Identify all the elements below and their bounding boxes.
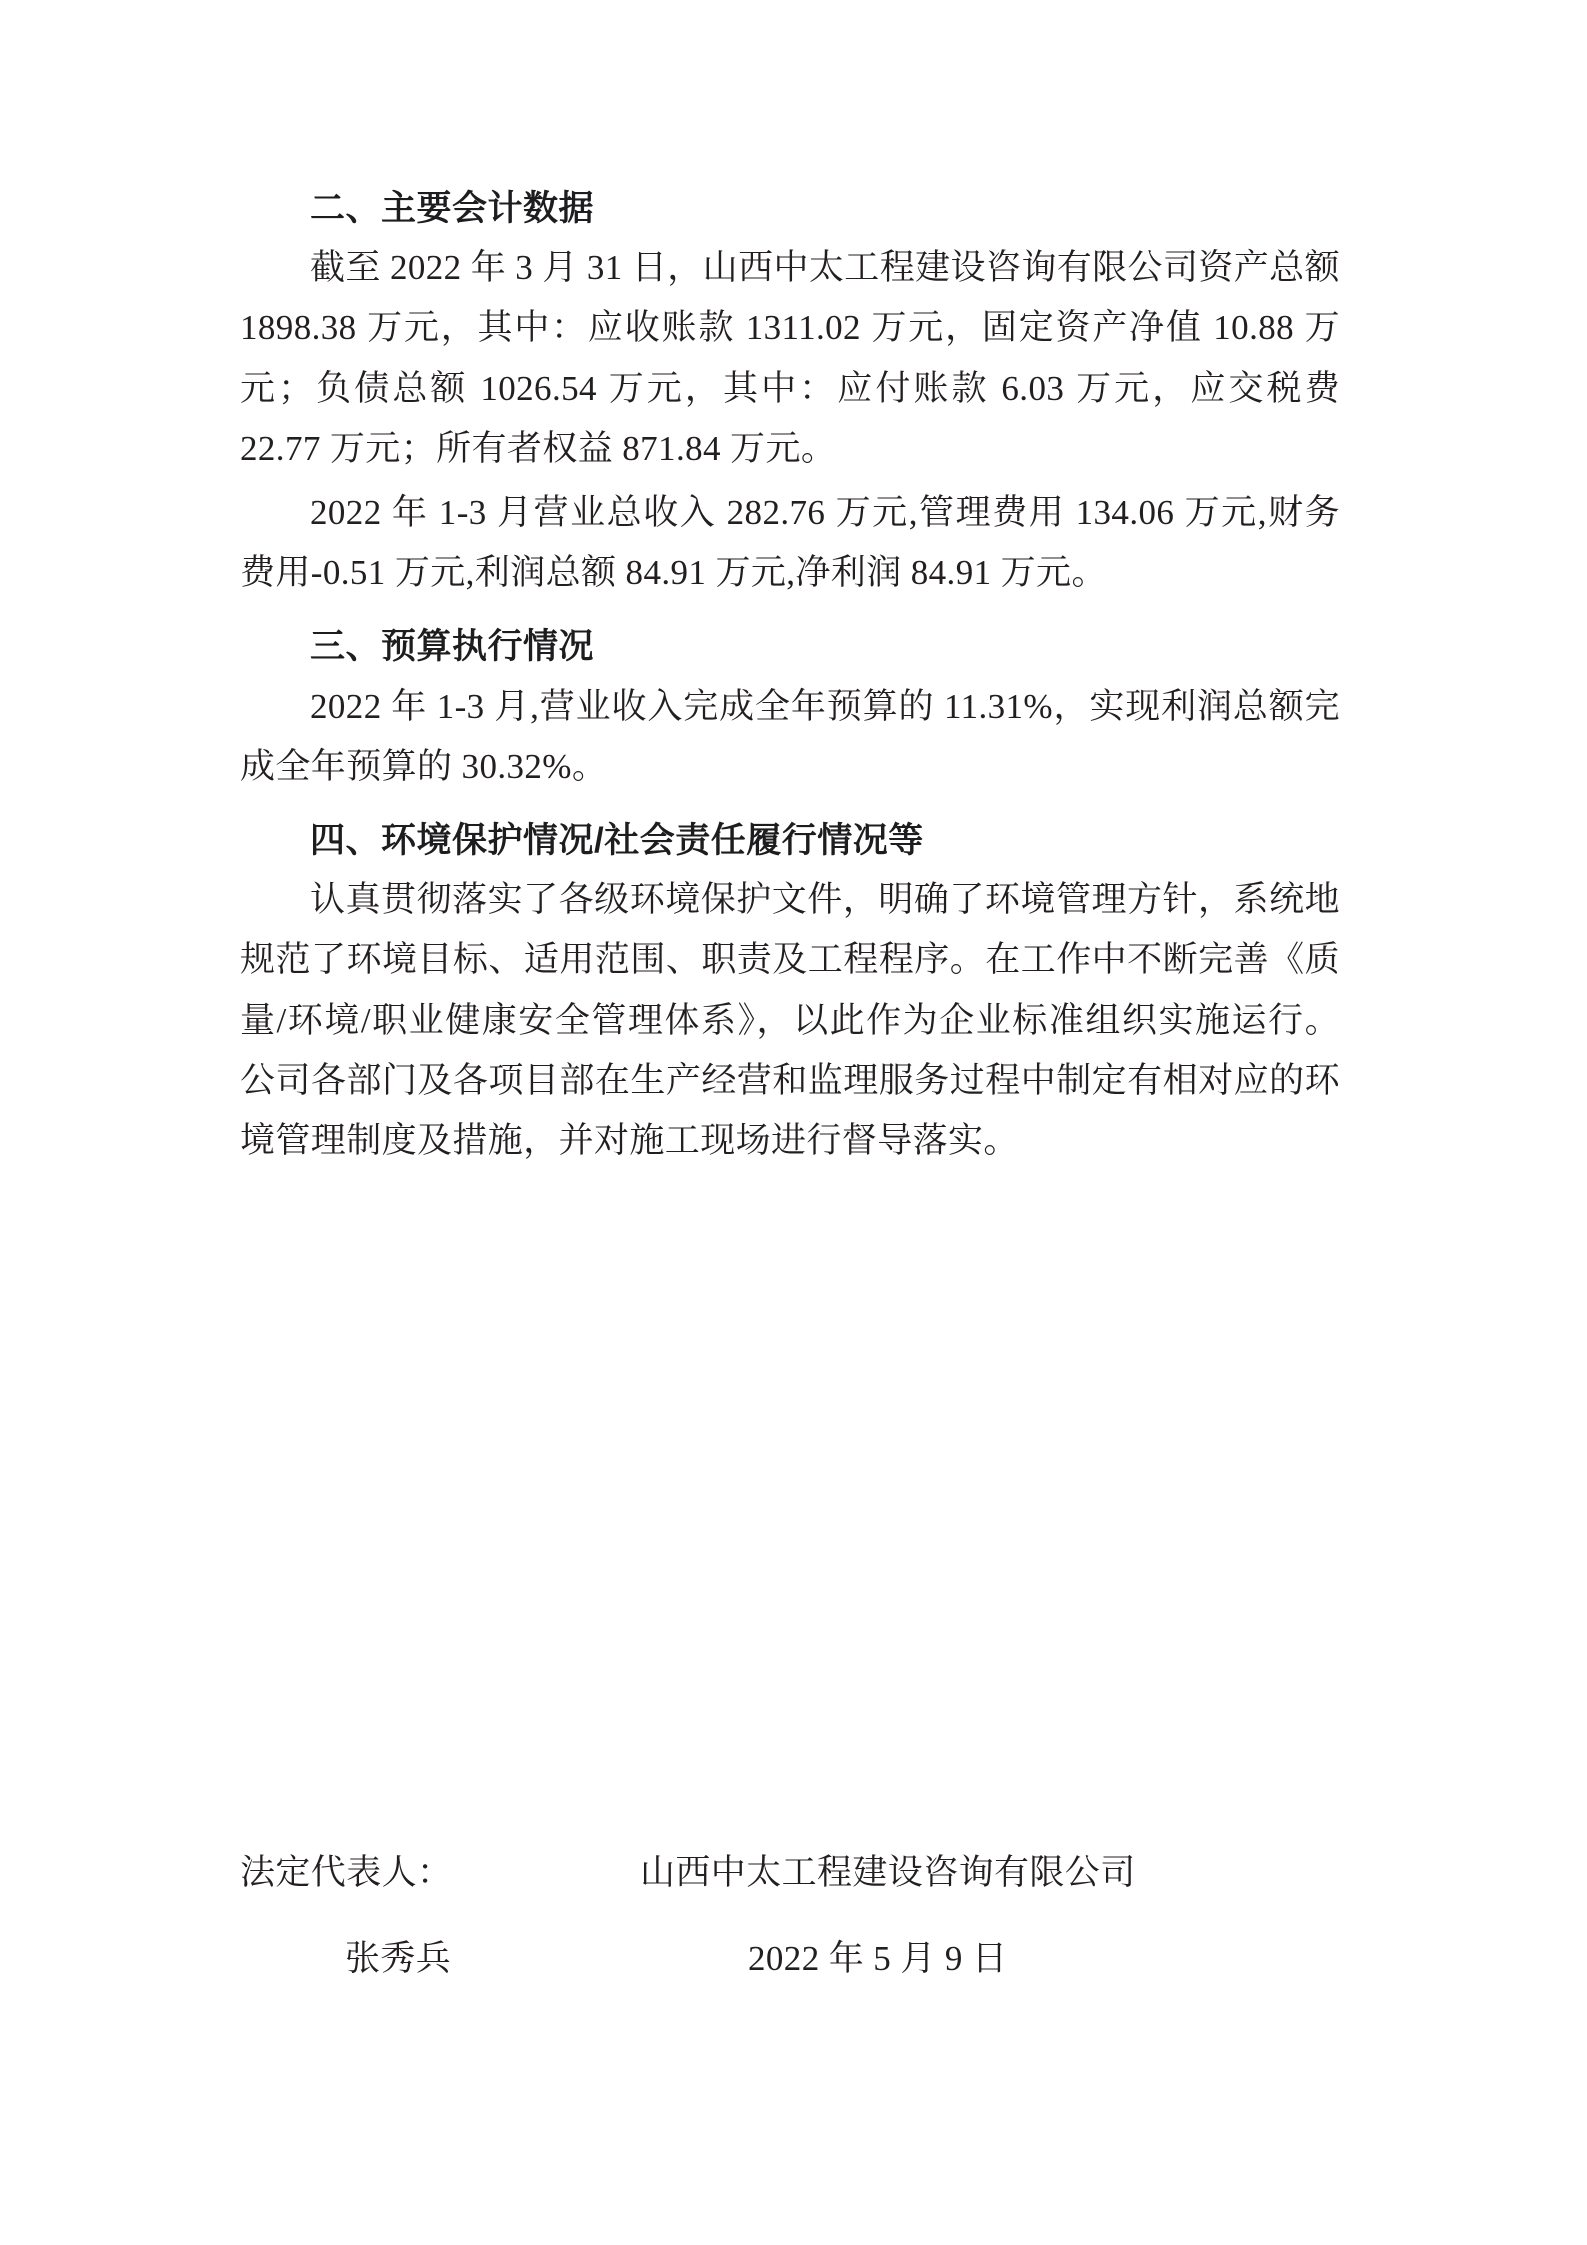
signature-row-top [240,1845,1370,1895]
signature-row-bottom [240,1931,1370,1981]
signature-date: 2022 年 5 月 9 日 [748,1939,1008,1978]
legal-representative-label: 法定代表人： [240,1853,453,1892]
section-heading-accounting-data: 二、主要会计数据 [310,189,595,228]
document-body [240,185,1340,1171]
paragraph-budget-execution: 2022 年 1-3 月,营业收入完成全年预算的 11.31%，实现利润总额完成全年预算的 30.32%。 [240,686,1340,786]
paragraph-environment-social: 认真贯彻落实了各级环境保护文件，明确了环境管理方针，系统地规范了环境目标、适用范围、职责及工程程序。在工作中不断完善《质量/环境/职业健康安全管理体系》，以此作为企业标准组织实施运行。公司各部门及各项目部在生产经营和监理服务过程中制定有相对应的环境管理制度及措施，并对施工现场进行督导落实。 [240,880,1340,1160]
section-heading-environment-social: 四、环境保护情况/社会责任履行情况等 [310,821,924,860]
legal-representative-name: 张秀兵 [345,1939,452,1978]
paragraph-accounting-assets: 截至 2022 年 3 月 31 日，山西中太工程建设咨询有限公司资产总额 1898.38 万元，其中：应收账款 1311.02 万元，固定资产净值 10.88 万元；负债总额 1026.54 万元，其中：应付账款 6.03 万元，应交税费 22.77 万元；所有者权益 871.84 万元。 [240,248,1340,468]
spacer [240,801,1340,817]
spacer [240,607,1340,623]
section-heading-budget-execution: 三、预算执行情况 [310,627,595,667]
company-name: 山西中太工程建设咨询有限公司 [640,1853,1136,1892]
paragraph-accounting-revenue: 2022 年 1-3 月营业总收入 282.76 万元,管理费用 134.06 万元,财务费用-0.51 万元,利润总额 84.91 万元,净利润 84.91 万元。 [240,493,1340,593]
signature-block [240,1845,1370,1981]
